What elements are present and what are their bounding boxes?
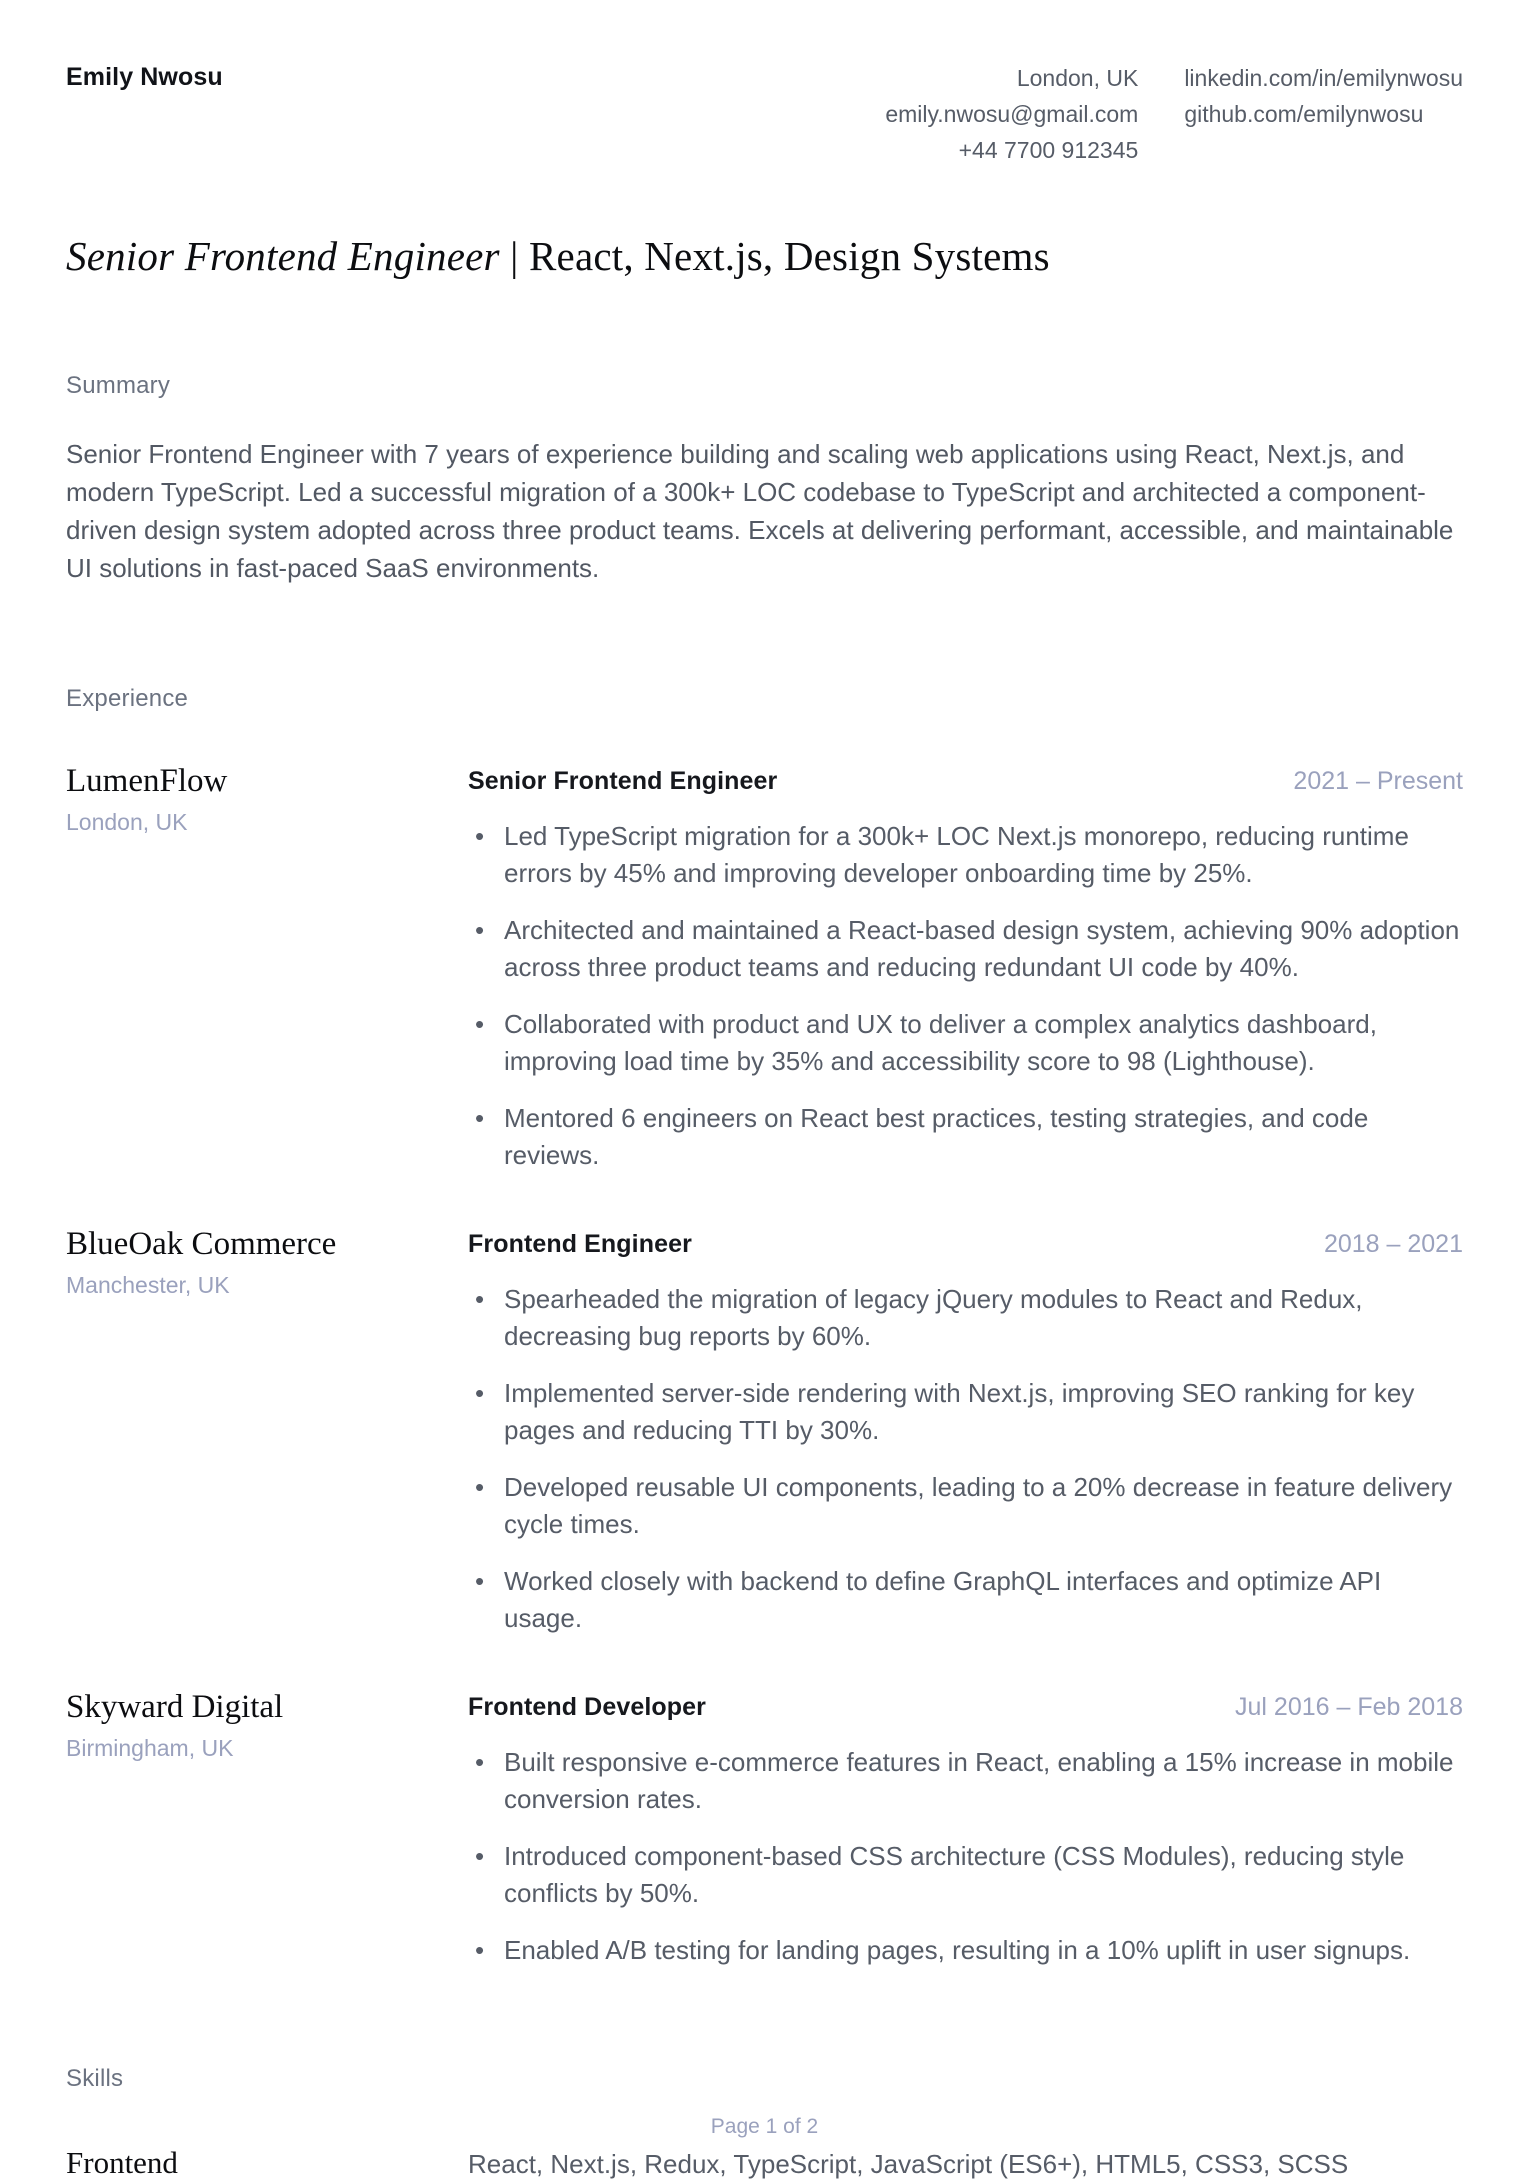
job-dates: 2021 – Present: [1293, 767, 1463, 795]
job-bullet: • Developed reusable UI components, leading to a 20% decrease in feature delivery cycle times.: [468, 1469, 1463, 1543]
contact-linkedin: linkedin.com/in/emilynwosu: [1184, 65, 1463, 91]
job-bullet-list: [468, 1281, 1463, 1637]
headline-title: [66, 232, 1463, 280]
job-bullet: • Enabled A/B testing for landing pages, resulting in a 10% uplift in user signups.: [468, 1932, 1463, 1969]
skill-category: Frontend: [66, 2145, 178, 2180]
experience-entry-blueoak: [66, 1226, 1463, 1637]
contact-phone: +44 7700 912345: [958, 137, 1139, 163]
job-bullet: • Introduced component-based CSS architecture (CSS Modules), reducing style conflicts by 50%.: [468, 1838, 1463, 1912]
contact-github: github.com/emilynwosu: [1184, 101, 1424, 127]
job-title: Frontend Developer: [468, 1693, 706, 1721]
person-name: Emily Nwosu: [66, 63, 223, 91]
job-bullet: • Led TypeScript migration for a 300k+ LOC Next.js monorepo, reducing runtime errors by 45% and improving developer onboarding time by 25%.: [468, 818, 1463, 892]
job-title: Senior Frontend Engineer: [468, 767, 778, 795]
section-label-skills: Skills: [66, 2065, 124, 2092]
skills-row: [66, 2145, 1463, 2181]
job-dates: 2018 – 2021: [1323, 1230, 1463, 1258]
experience-entry-right: [468, 1689, 1463, 1969]
headline-role: Senior Frontend Engineer: [66, 233, 500, 279]
company-name: LumenFlow: [66, 763, 228, 799]
job-bullet: • Mentored 6 engineers on React best practices, testing strategies, and code reviews.: [468, 1100, 1463, 1174]
experience-entry-left: [66, 1226, 468, 1299]
job-bullet: • Collaborated with product and UX to deliver a complex analytics dashboard, improving load time by 35% and accessibility score to 98 (Lighthouse).: [468, 1006, 1463, 1080]
job-bullet: • Built responsive e-commerce features in React, enabling a 15% increase in mobile conversion rates.: [468, 1744, 1463, 1818]
experience-entry-skyward: [66, 1689, 1463, 1969]
job-bullet-list: [468, 818, 1463, 1174]
job-bullet: • Worked closely with backend to define GraphQL interfaces and optimize API usage.: [468, 1563, 1463, 1637]
skill-items: React, Next.js, Redux, TypeScript, JavaScript (ES6+), HTML5, CSS3, SCSS: [468, 2149, 1349, 2179]
job-dates: Jul 2016 – Feb 2018: [1235, 1693, 1463, 1721]
job-header: [468, 1226, 1463, 1259]
page-indicator: Page 1 of 2: [710, 2115, 819, 2138]
summary-paragraph: Senior Frontend Engineer with 7 years of experience building and scaling web applications using React, Next.js, and modern TypeScript. Led a successful migration of a 300k+ LOC codebase to TypeScript and architected a component-driven design system adopted across three product teams. Excels at delivering performant, accessible, and maintainable UI solutions in fast-paced SaaS environments.: [66, 439, 1454, 583]
company-location: London, UK: [66, 809, 188, 835]
job-header: [468, 1689, 1463, 1722]
job-title: Frontend Engineer: [468, 1230, 692, 1258]
header: [66, 60, 1463, 168]
company-name: BlueOak Commerce: [66, 1226, 337, 1262]
job-bullet: • Implemented server-side rendering with Next.js, improving SEO ranking for key pages and reducing TTI by 30%.: [468, 1375, 1463, 1449]
contact-column-primary: [885, 60, 1138, 168]
experience-entry-lumenflow: [66, 763, 1463, 1174]
job-header: [468, 763, 1463, 796]
contact-block: [885, 60, 1463, 168]
contact-location: London, UK: [1016, 65, 1139, 91]
company-location: Birmingham, UK: [66, 1735, 234, 1761]
headline-specialties: | React, Next.js, Design Systems: [499, 233, 1050, 279]
contact-column-links: [1184, 60, 1463, 168]
company-name: Skyward Digital: [66, 1689, 284, 1725]
job-bullet: • Spearheaded the migration of legacy jQuery modules to React and Redux, decreasing bug reports by 60%.: [468, 1281, 1463, 1355]
experience-entry-left: [66, 763, 468, 836]
experience-entry-right: [468, 1226, 1463, 1637]
section-label-summary: Summary: [66, 372, 171, 399]
experience-entry-right: [468, 763, 1463, 1174]
section-label-experience: Experience: [66, 685, 189, 712]
company-location: Manchester, UK: [66, 1272, 230, 1298]
contact-email: emily.nwosu@gmail.com: [885, 101, 1139, 127]
job-bullet: • Architected and maintained a React-based design system, achieving 90% adoption across three product teams and reducing redundant UI code by 40%.: [468, 912, 1463, 986]
job-bullet-list: [468, 1744, 1463, 1969]
experience-entry-left: [66, 1689, 468, 1762]
